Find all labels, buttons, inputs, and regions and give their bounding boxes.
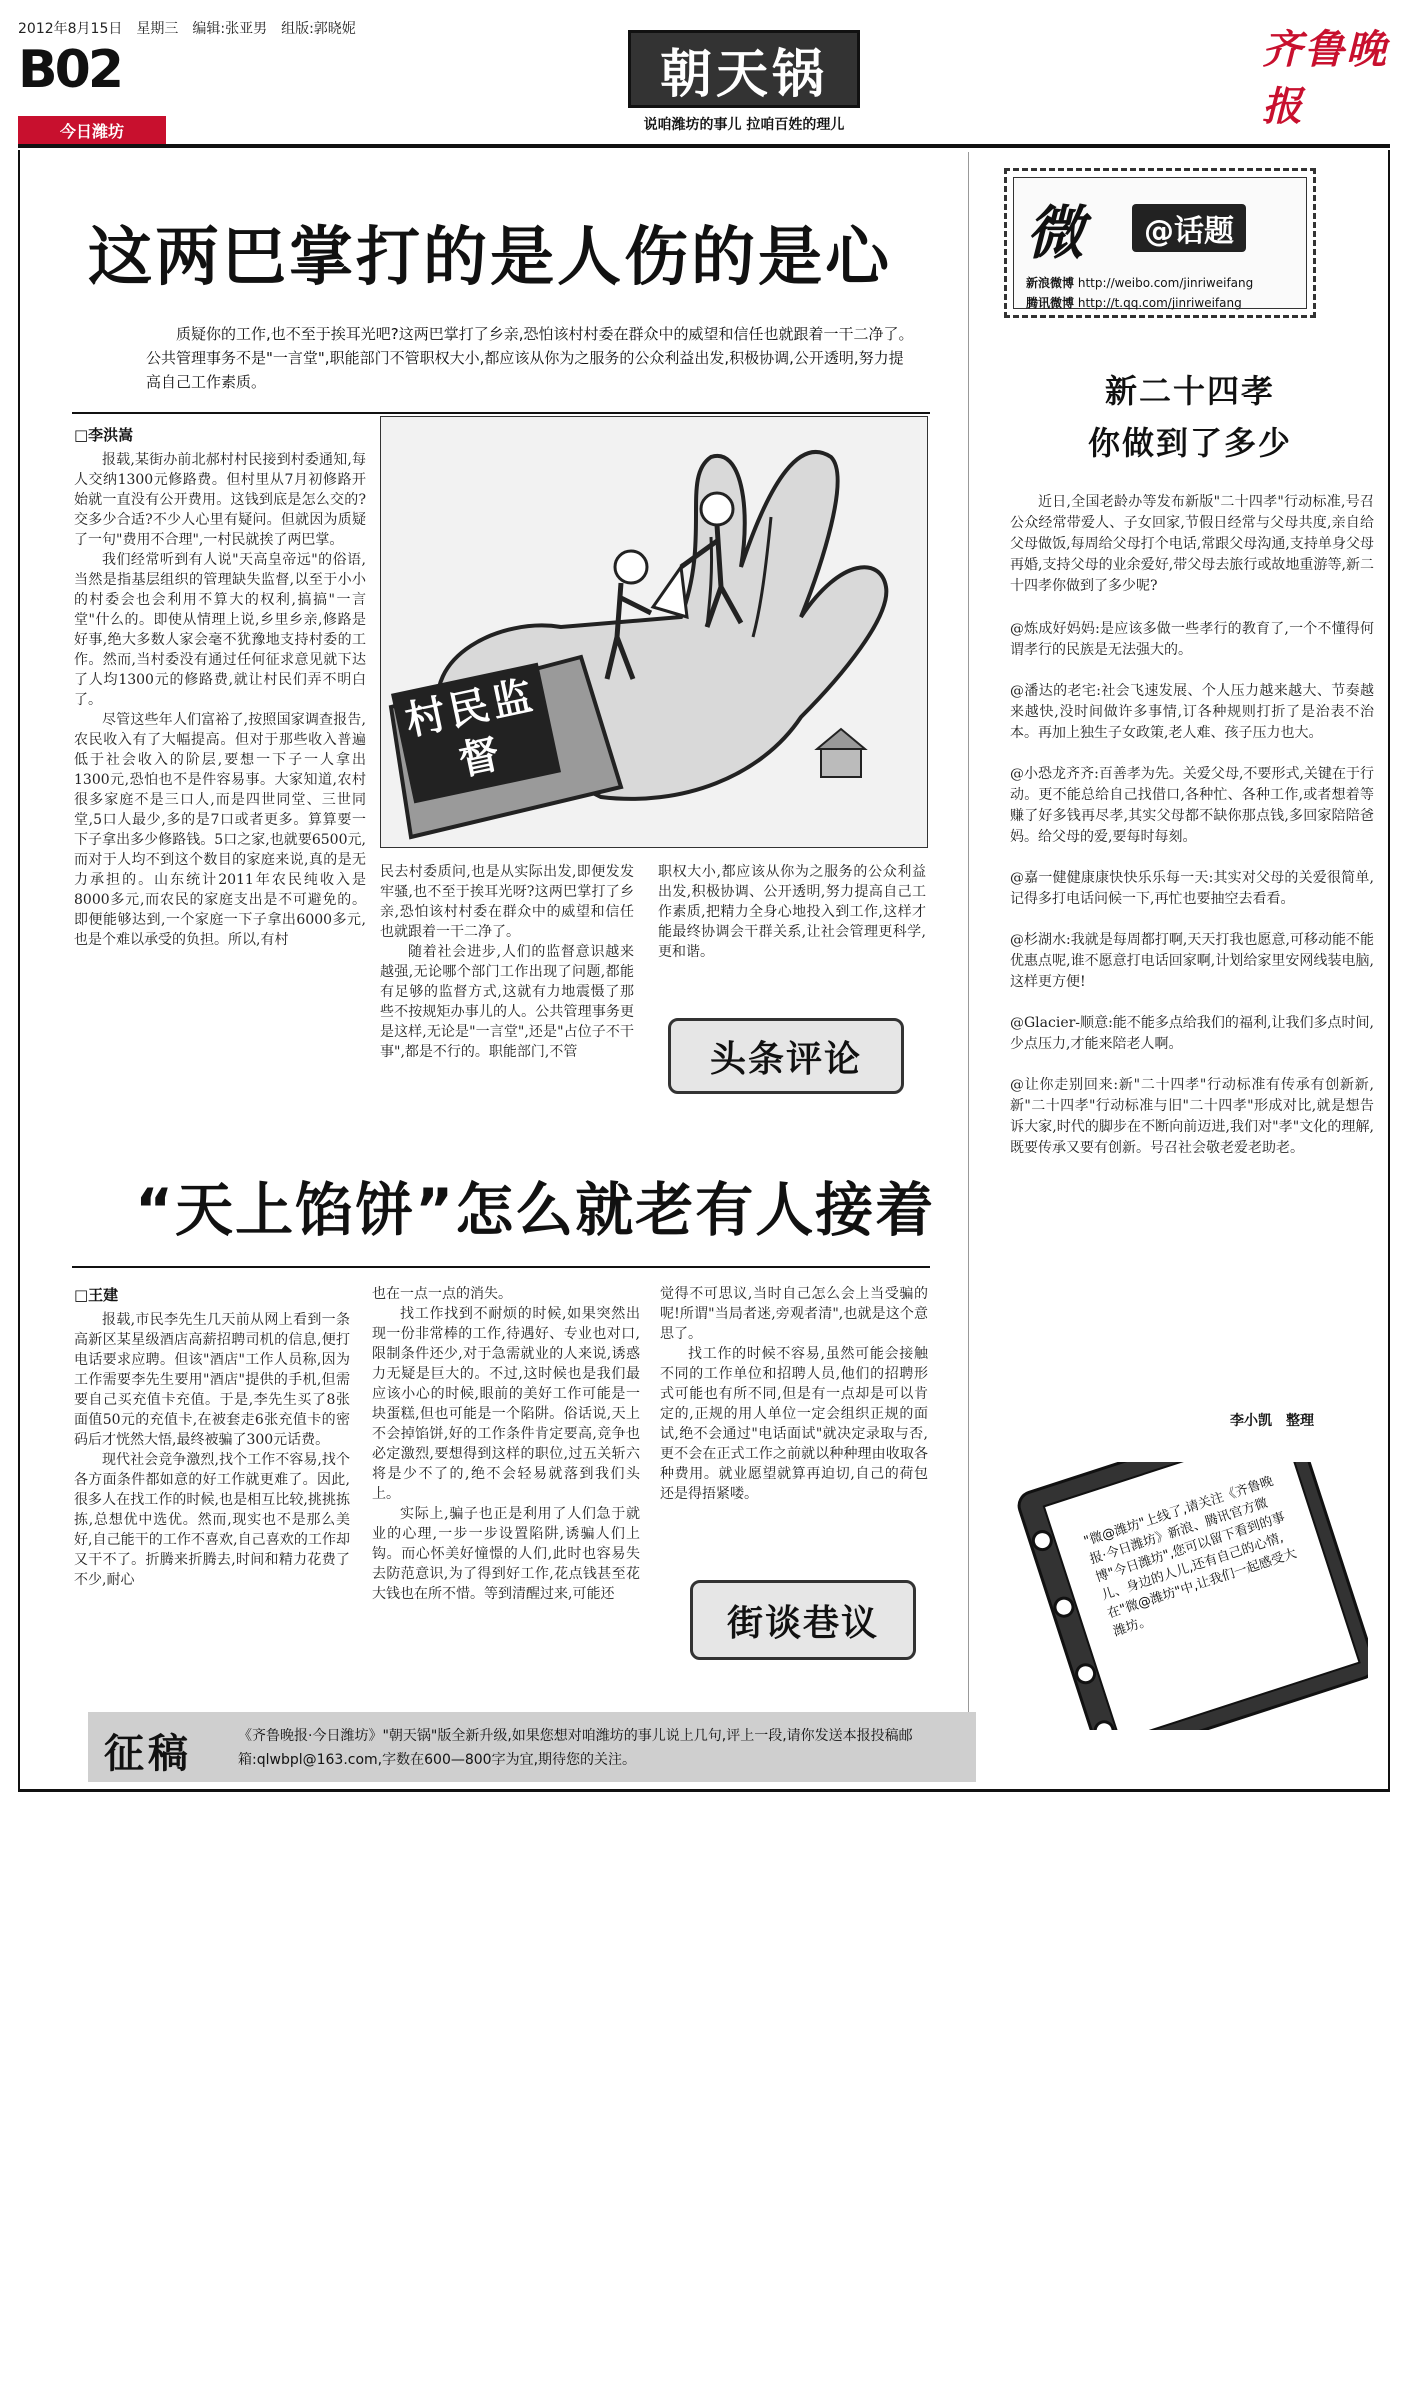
call-for-submissions-text: 《齐鲁晚报·今日潍坊》"朝天锅"版全新升级,如果您想对咱潍坊的事儿说上几句,评上一段,请你发送本报投稿邮箱:qlwbpl@163.com,字数在600—800字为宜,期待您的关注。 bbox=[238, 1728, 913, 1768]
article2-column-3 bbox=[660, 1284, 928, 1504]
sina-url[interactable]: http://weibo.com/jinriweifang bbox=[1077, 276, 1254, 290]
weibo-post: @炼成好妈妈:是应该多做一些孝行的教育了,一个不懂得何谓孝行的民族是无法强大的。 bbox=[1010, 621, 1374, 658]
sina-label: 新浪微博 bbox=[1026, 276, 1075, 290]
street-talk-tag: 街谈巷议 bbox=[690, 1580, 916, 1660]
illustration-caption: 村民监督 bbox=[391, 663, 561, 804]
article1-column-1 bbox=[74, 450, 366, 950]
paragraph: 尽管这些年人们富裕了,按照国家调查报告,农民收入有了大幅提高。但对于那些收入普遍低于社会收入的阶层,要想一下子一人拿出1300元,恐怕也不是件容易事。大家知道,农村很多家庭不是三口人,而是四世同堂、三世同堂,5口人最少,多的是7口或者更多。算算要一下子拿出多少修路钱。5口之家,也就要6500元,而对于人均不到这个数目的家庭来说,真的是无力承担的。山东统计2011年农民纯收入是8000多元,而农民的家庭支出是不可避免的。即便能够达到,一个家庭一下子拿出6000多元,也是个难以承受的负担。所以,有村 bbox=[74, 712, 366, 948]
paragraph: 找工作的时候不容易,虽然可能会接触不同的工作单位和招聘人员,他们的招聘形式可能也有所不同,但是有一点却是可以肯定的,正规的用人单位一定会组织正规的面试,绝不会通过"电话面试"就决定录取与否,更不会在正式工作之前就以种种理由收取各种费用。就业愿望就算再迫切,自己的荷包还是得捂紧喽。 bbox=[660, 1346, 928, 1502]
paper-logo: 齐鲁晚报 bbox=[1262, 26, 1388, 130]
section-tab: 今日潍坊 bbox=[18, 116, 166, 144]
paragraph: 实际上,骗子也正是利用了人们急于就业的心理,一步一步设置陷阱,诱骗人们上钩。而心怀美好憧憬的人们,此时也容易失去防范意识,为了得到好工作,花点钱甚至花大钱也在所不惜。等到清醒过来,可能还 bbox=[372, 1506, 640, 1602]
paragraph: 也在一点一点的消失。 bbox=[372, 1286, 512, 1302]
paragraph: 随着社会进步,人们的监督意识越来越强,无论哪个部门工作出现了问题,都能有足够的监督方式,这就有力地震慑了那些不按规矩办事儿的人。公共管理事务更是这样,无论是"一言堂",还是"占位子不干事",都是不行的。职能部门,不管 bbox=[380, 944, 634, 1060]
paragraph: 报载,某街办前北郝村村民接到村委通知,每人交纳1300元修路费。但村里从7月初修路开始就一直没有公开费用。这钱到底是怎么交的?交多少合适?不少人心里有疑问。但就因为质疑了一句"费用不合理",一村民就挨了两巴掌。 bbox=[74, 452, 366, 548]
weibo-inner bbox=[1013, 177, 1307, 309]
notebook-text: "微@潍坊"上线了,请关注《齐鲁晚报·今日潍坊》新浪、腾讯官方微博"今日潍坊",您可以留下看到的事儿、身边的人儿,还有自己的心情,在"微@潍坊"中,让我们一起感受大潍坊。 bbox=[1082, 1473, 1299, 1640]
weibo-post: @杉湖水:我就是每周都打啊,天天打我也愿意,可移动能不能优惠点呢,谁不愿意打电话回家啊,计划给家里安网线装电脑,这样更方便! bbox=[1010, 932, 1374, 990]
article2-headline: “天上馅饼”怎么就老有人接着 bbox=[135, 1176, 936, 1244]
masthead-slogan: 说咱潍坊的事儿 拉咱百姓的理儿 bbox=[643, 117, 845, 133]
weibo-topic-label: @话题 bbox=[1132, 204, 1246, 252]
header-rule bbox=[18, 144, 1390, 148]
tencent-weibo-line bbox=[1026, 294, 1242, 311]
article1-byline: □李洪嵩 bbox=[74, 426, 134, 444]
article1-rule bbox=[72, 412, 930, 414]
tencent-label: 腾讯微博 bbox=[1026, 296, 1075, 310]
article1-lead: 质疑你的工作,也不至于挨耳光吧?这两巴掌打了乡亲,恐怕该村村委在群众中的威望和信任也就跟着一干二净了。公共管理事务不是"一言堂",职能部门不管职权大小,都应该从你为之服务的公众利益出发,积极协调,公开透明,努力提高自己工作素质。 bbox=[146, 325, 914, 391]
weibo-post: @潘达的老宅:社会飞速发展、个人压力越来越大、节奏越来越快,没时间做许多事情,订各种规则打折了是治表不治本。再加上独生子女政策,老人难、孩子压力也大。 bbox=[1010, 683, 1374, 741]
column-divider bbox=[968, 152, 969, 1742]
paragraph: 报载,市民李先生几天前从网上看到一条高新区某星级酒店高薪招聘司机的信息,便打电话要求应聘。但该"酒店"工作人员称,因为工作需要李先生要用"酒店"提供的手机,但需要自己买充值卡充值。于是,李先生买了8张面值50元的充值卡,在被套走6张充值卡的密码后才恍然大悟,最终被骗了300元话费。 bbox=[74, 1312, 350, 1448]
paragraph: 找工作找到不耐烦的时候,如果突然出现一份非常棒的工作,待遇好、专业也对口,限制条件还少,对于急需就业的人来说,诱惑力无疑是巨大的。不过,这时候也是我们最应该小心的时候,眼前的美好工作可能是一块蛋糕,但也可能是一个陷阱。俗话说,天上不会掉馅饼,好的工作条件肯定要高,竞争也必定激烈,要想得到这样的职位,过五关斩六将是少不了的,绝不会轻易就落到我们头上。 bbox=[372, 1306, 640, 1502]
headline-comment-tag: 头条评论 bbox=[668, 1018, 904, 1094]
paragraph: 现代社会竞争激烈,找个工作不容易,找个各方面条件都如意的好工作就更难了。因此,很多人在找工作的时候,也是相互比较,挑挑拣拣,总想优中选优。然而,现实也不是那么美好,自己能干的工作不喜欢,自己喜欢的工作却又干不了。折腾来折腾去,时间和精力花费了不少,耐心 bbox=[74, 1452, 350, 1588]
sidebar-signature: 李小凯 整理 bbox=[1230, 1413, 1314, 1429]
masthead-title: 朝天锅 bbox=[659, 43, 828, 105]
weibo-post: @Glacier-顺意:能不能多点给我们的福利,让我们多点时间,少点压力,才能来陪老人啊。 bbox=[1010, 1015, 1374, 1052]
weibo-post: @让你走别回来:新"二十四孝"行动标准有传承有创新新,新"二十四孝"行动标准与旧"二十四孝"形成对比,就是想告诉大家,时代的脚步在不断向前迈进,我们对"孝"文化的理解,既要传承又要有创新。号召社会敬老爱老助老。 bbox=[1010, 1077, 1374, 1156]
illustration-hand bbox=[380, 416, 928, 848]
sina-weibo-line bbox=[1026, 274, 1253, 291]
paragraph: 职权大小,都应该从你为之服务的公众利益出发,积极协调、公开透明,努力提高自己工作素质,把精力全身心地投入到工作,这样才能最终协调会干群关系,让社会管理更科学,更和谐。 bbox=[658, 864, 926, 960]
paragraph: 觉得不可思议,当时自己怎么会上当受骗的呢!所谓"当局者迷,旁观者清",也就是这个意思了。 bbox=[660, 1286, 928, 1342]
sidebar-title-line-2: 你做到了多少 bbox=[1087, 424, 1292, 462]
weibo-logo-glyph: 微 bbox=[1026, 199, 1085, 267]
tencent-url[interactable]: http://t.qq.com/jinriweifang bbox=[1077, 296, 1242, 310]
paragraph: 我们经常听到有人说"天高皇帝远"的俗语,当然是指基层组织的管理缺失监督,以至于小小的村委会也会利用不算大的权利,搞搞"一言堂"什么的。即使从情理上说,乡里乡亲,修路是好事,绝大多数人家会毫不犹豫地支持村委的工作。然而,当村委没有通过任何征求意见就下达了人均1300元的修路费,就让村民们弄不明白了。 bbox=[74, 552, 366, 708]
weibo-post: @小恐龙齐齐:百善孝为先。关爱父母,不要形式,关键在于行动。更不能总给自己找借口,各种忙、各种工作,或者想着等赚了好多钱再尽孝,其实父母都不缺你那点钱,多回家陪陪爸妈。给父母的爱,要每时每刻。 bbox=[1010, 766, 1374, 845]
sidebar-title-line-1: 新二十四孝 bbox=[1104, 372, 1275, 410]
date-line: 2012年8月15日 星期三 编辑:张亚男 组版:郭晓妮 bbox=[18, 21, 356, 37]
article1-headline: 这两巴掌打的是人伤的是心 bbox=[88, 221, 892, 295]
masthead bbox=[628, 30, 860, 108]
article2-column-1 bbox=[74, 1310, 350, 1590]
article1-column-2 bbox=[380, 862, 634, 1062]
paragraph: 民去村委质问,也是从实际出发,即便发发牢骚,也不至于挨耳光呀?这两巴掌打了乡亲,恐怕该村村委在群众中的威望和信任也就跟着一干二净了。 bbox=[380, 864, 634, 940]
call-for-submissions-label: 征稿 bbox=[104, 1730, 192, 1777]
article2-rule bbox=[72, 1266, 930, 1268]
weibo-post: @嘉一健健康康快快乐乐每一天:其实对父母的关爱很简单,记得多打电话问候一下,再忙也要抽空去看看。 bbox=[1010, 870, 1374, 907]
article1-column-3 bbox=[658, 862, 926, 962]
sidebar-intro: 近日,全国老龄办等发布新版"二十四孝"行动标准,号召公众经常带爱人、子女回家,节假日经常与父母共度,亲自给父母做饭,每周给父母打个电话,常跟父母沟通,支持单身父母再婚,支持父母的业余爱好,带父母去旅行或故地重游等,新二十四孝你做到了多少呢? bbox=[1010, 494, 1374, 594]
weibo-topic-box bbox=[1004, 168, 1316, 318]
article2-byline: □王建 bbox=[74, 1286, 119, 1304]
notebook-graphic bbox=[984, 1462, 1368, 1730]
sidebar-posts bbox=[1010, 492, 1374, 1179]
article2-column-2 bbox=[372, 1284, 640, 1604]
page-number: B02 bbox=[18, 40, 121, 100]
